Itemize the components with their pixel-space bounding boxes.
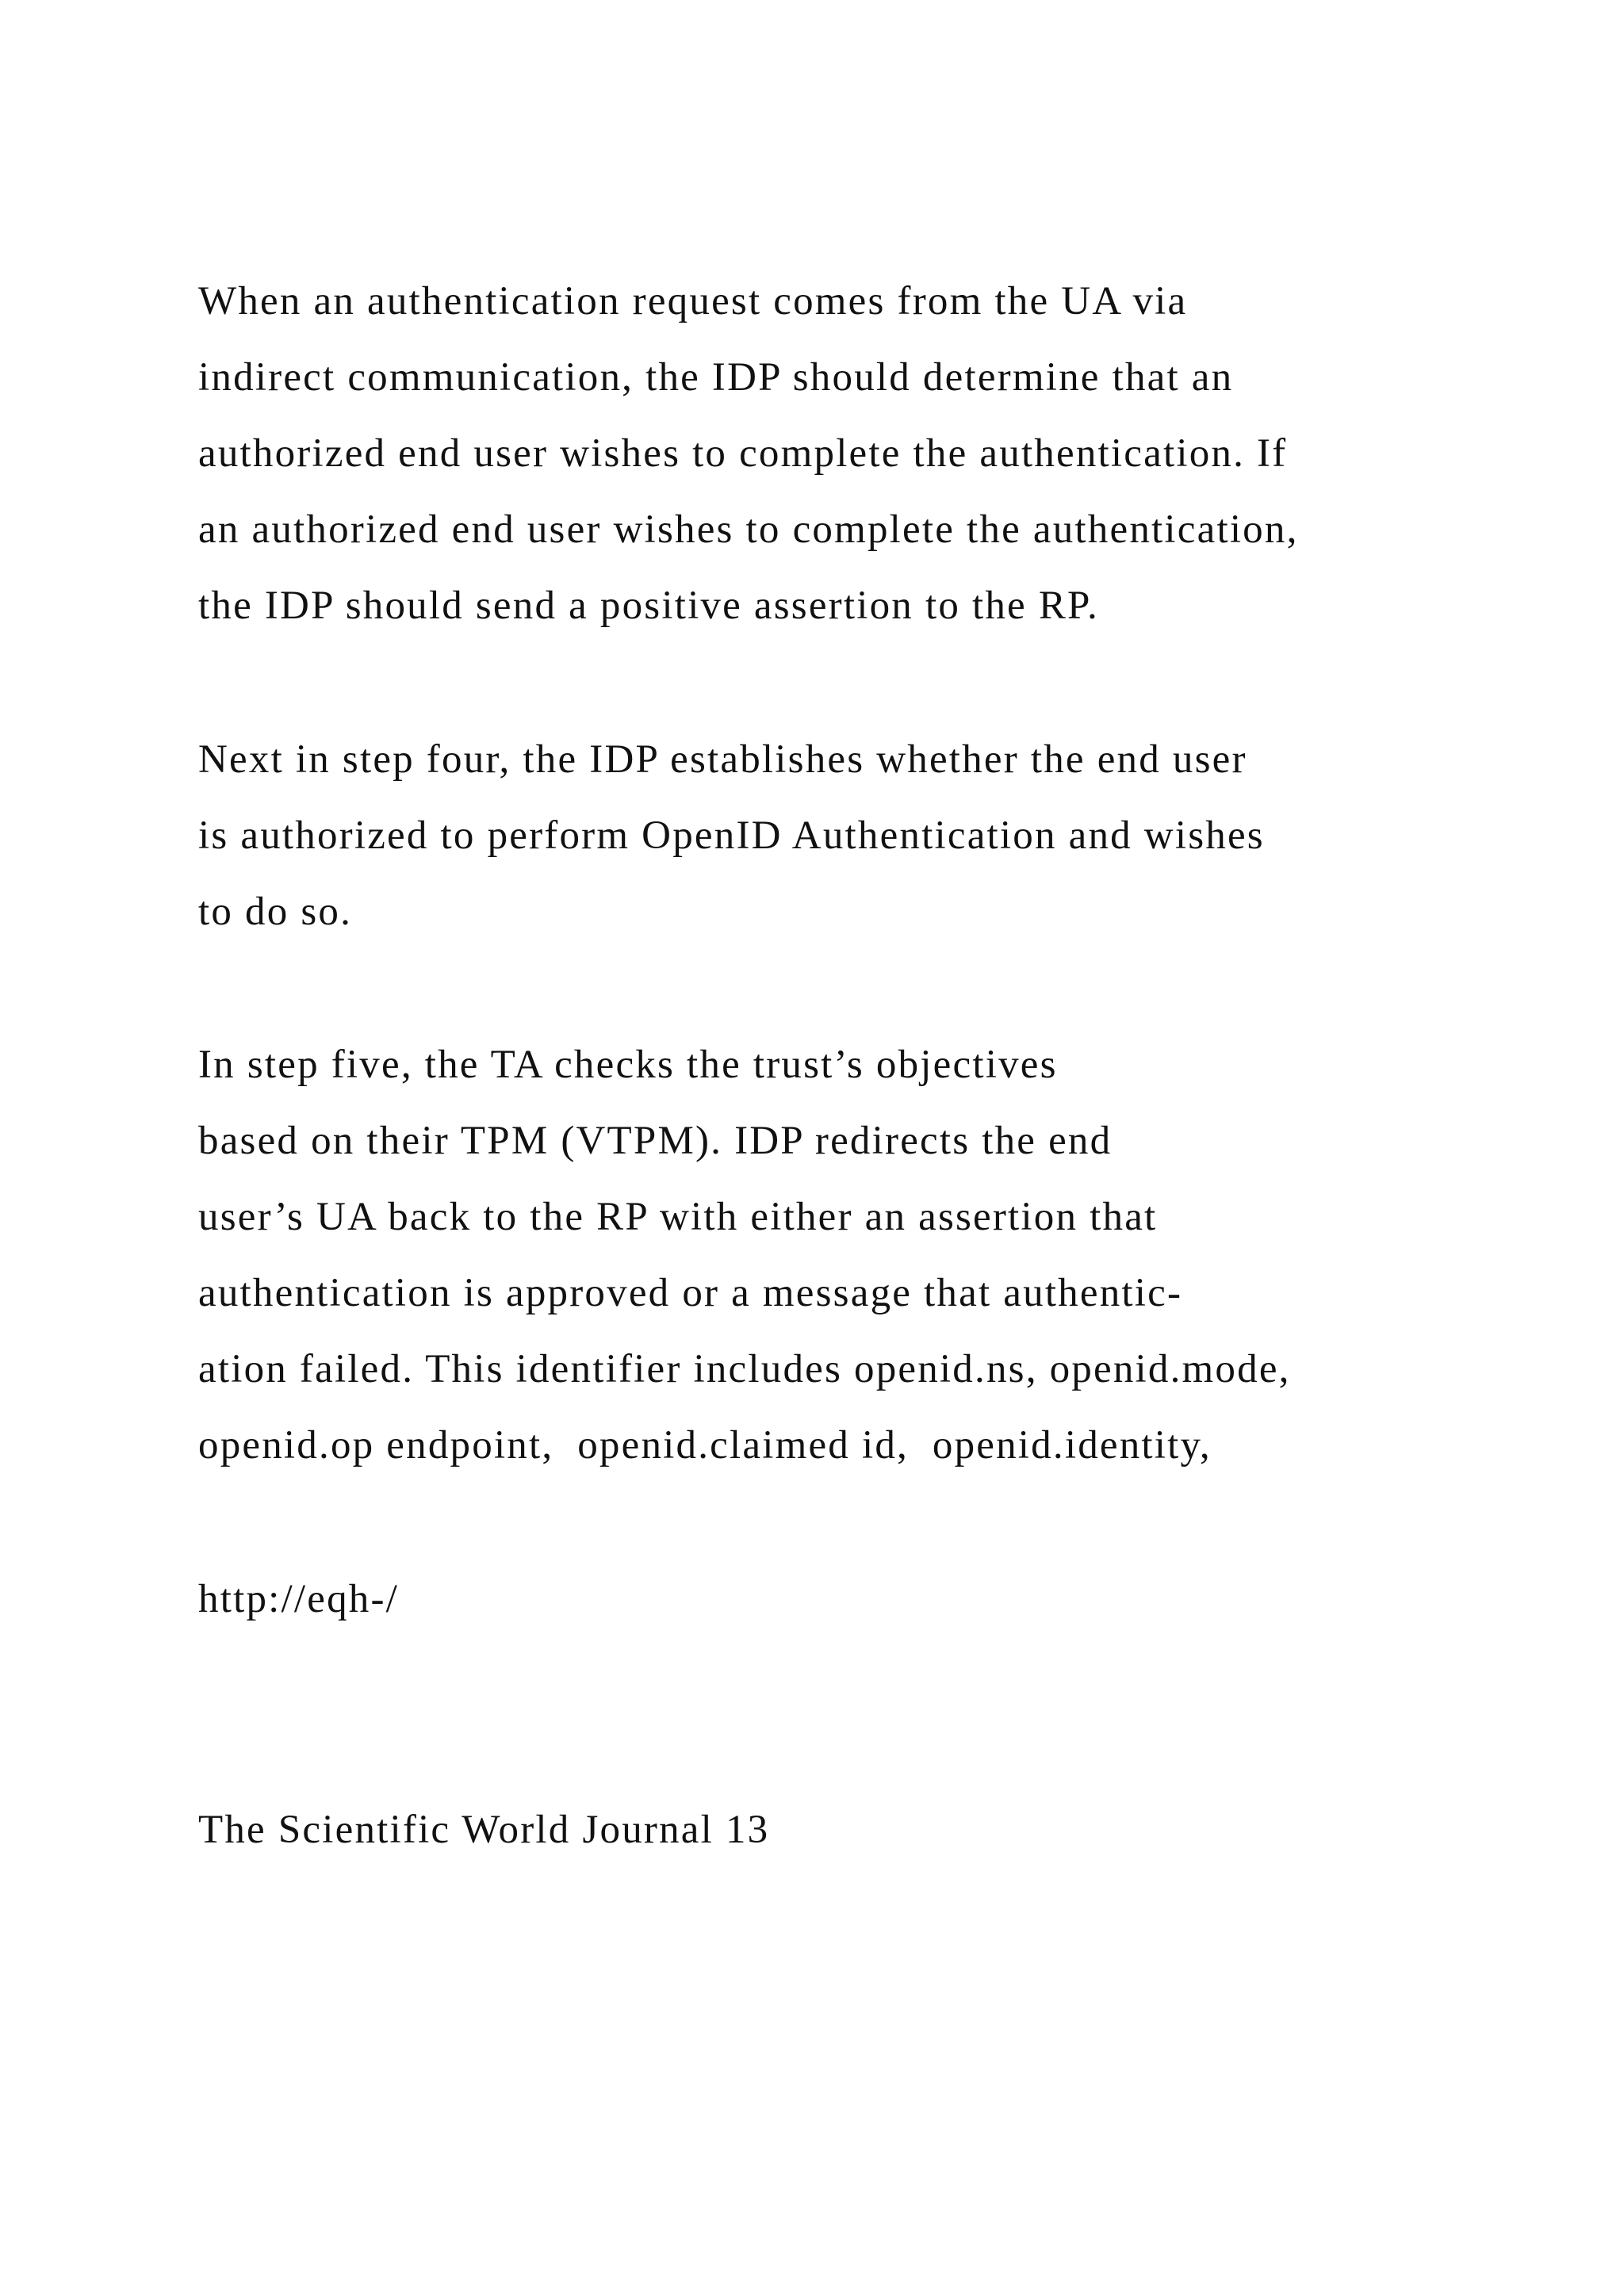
journal-footer: The Scientific World Journal 13 <box>198 1808 770 1852</box>
text-line: based on their TPM (VTPM). IDP redirects the end <box>198 1119 1113 1163</box>
text-line: the IDP should send a positive assertion to the RP. <box>198 584 1099 628</box>
text-line: to do so. <box>198 890 353 934</box>
text-line: authorized end user wishes to complete the authentication. If <box>198 431 1288 476</box>
text-line: an authorized end user wishes to complete the authentication, <box>198 507 1299 552</box>
text-line: is authorized to perform OpenID Authentication and wishes <box>198 813 1265 858</box>
text-line: ation failed. This identifier includes openid.ns, openid.mode, <box>198 1347 1291 1391</box>
text-line: user’s UA back to the RP with either an assertion that <box>198 1195 1158 1239</box>
text-line: Next in step four, the IDP establishes whether the end user <box>198 737 1247 782</box>
text-line: indirect communication, the IDP should determine that an <box>198 355 1234 400</box>
url-line: http://eqh-/ <box>198 1577 400 1621</box>
text-line: openid.op endpoint, openid.claimed id, openid.identity, <box>198 1423 1212 1468</box>
text-line: When an authentication request comes from the UA via <box>198 279 1188 323</box>
text-line: authentication is approved or a message that authentic- <box>198 1271 1183 1315</box>
text-line: In step five, the TA checks the trust’s objectives <box>198 1043 1058 1087</box>
